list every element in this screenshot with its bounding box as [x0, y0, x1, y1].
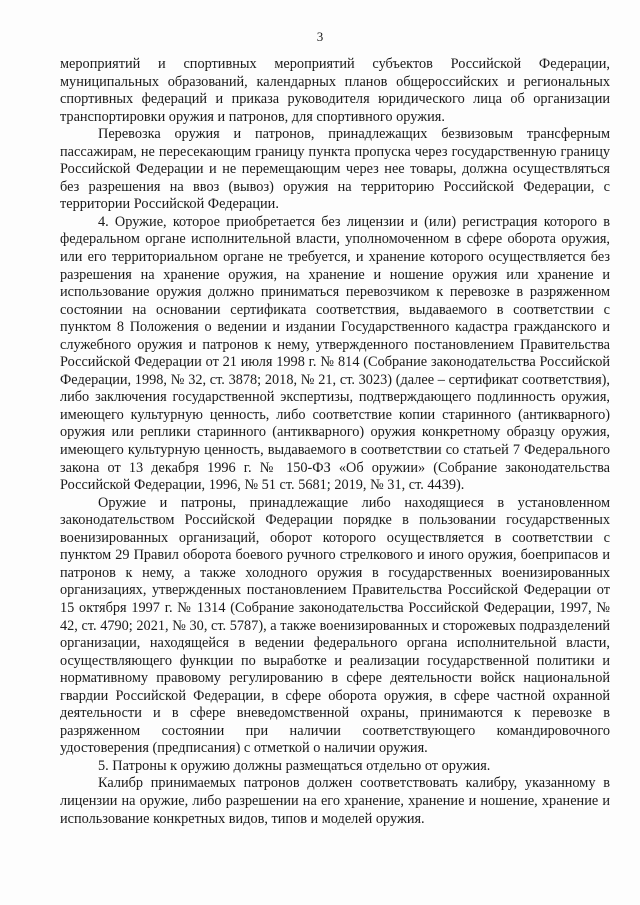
paragraph: 5. Патроны к оружию должны размещаться отдельно от оружия. [98, 757, 491, 774]
page-number: 3 [316, 29, 324, 44]
document-body [60, 56, 610, 828]
paragraph: мероприятий и спортивных мероприятий субъектов Российской Федерации, муниципальных образований, календарных планов общероссийских и региональных спортивных федераций и приказа руководителя юридического лица об организации транспортировки оружия и патронов, для спортивного оружия. [60, 56, 610, 125]
paragraph: Оружие и патроны, принадлежащие либо находящиеся в установленном законодательством Российской Федерации порядке в пользовании государственных военизированных организаций, оборот которого осуществляется в соответствии с пунктом 29 Правил оборота боевого ручного стрелкового и иного оружия, боеприпасов и патронов к нему, а также холодного оружия в государственных военизированных организациях, утвержденных постановлением Правительства Российской Федерации от 15 октября 1997 г. № 1314 (Собрание законодательства Российской Федерации, 1997, № 42, ст. 4790; 2021, № 30, ст. 5787), а также военизированных и сторожевых подразделений организации, находящейся в ведении федерального органа исполнительной власти, осуществляющего функции по выработке и реализации государственной политики и нормативному правовому регулированию в сфере деятельности войск национальной гвардии Российской Федерации, в сфере оборота оружия, в сфере частной охранной деятельности и в сфере вневедомственной охраны, принимаются к перевозке в разряженном состоянии при наличии соответствующего командировочного удостоверения (предписания) с отметкой о наличии оружия. [60, 494, 610, 757]
paragraph: Перевозка оружия и патронов, принадлежащих безвизовым трансферным пассажирам, не пересекающим границу пункта пропуска через государственную границу Российской Федерации и не перемещающим через нее товары, должна осуществляться без разрешения на ввоз (вывоз) оружия на территорию Российской Федерации, с территории Российской Федерации. [60, 126, 610, 213]
paragraph: Калибр принимаемых патронов должен соответствовать калибру, указанному в лицензии на оружие, либо разрешении на его хранение, хранение и ношение, хранение и использование конкретных видов, типов и моделей оружия. [60, 775, 610, 827]
paragraph: 4. Оружие, которое приобретается без лицензии и (или) регистрация которого в федеральном органе исполнительной власти, уполномоченном в сфере оборота оружия, или его территориальном органе не требуется, и хранение которого осуществляется без разрешения на хранение оружия, на хранение и ношение оружия или хранение и использование оружия должно приниматься перевозчиком к перевозке в разряженном состоянии на основании сертификата соответствия, выдаваемого в соответствии с пунктом 8 Положения о ведении и издании Государственного кадастра гражданского и служебного оружия и патронов к нему, утвержденного постановлением Правительства Российской Федерации от 21 июля 1998 г. № 814 (Собрание законодательства Российской Федерации, 1998, № 32, ст. 3878; 2018, № 21, ст. 3023) (далее – сертификат соответствия), либо заключения государственной экспертизы, подтверждающего подлинность оружия, имеющего культурную ценность, либо соответствие копии старинного (антикварного) оружия или реплики старинного (антикварного) оружия конкретному образцу оружия, имеющего культурную ценность, выдаваемого в соответствии со статьей 7 Федерального закона от 13 декабря 1996 г. № 150-ФЗ «Об оружии» (Собрание законодательства Российской Федерации, 1996, № 51 ст. 5681; 2019, № 31, ст. 4439). [60, 213, 610, 494]
